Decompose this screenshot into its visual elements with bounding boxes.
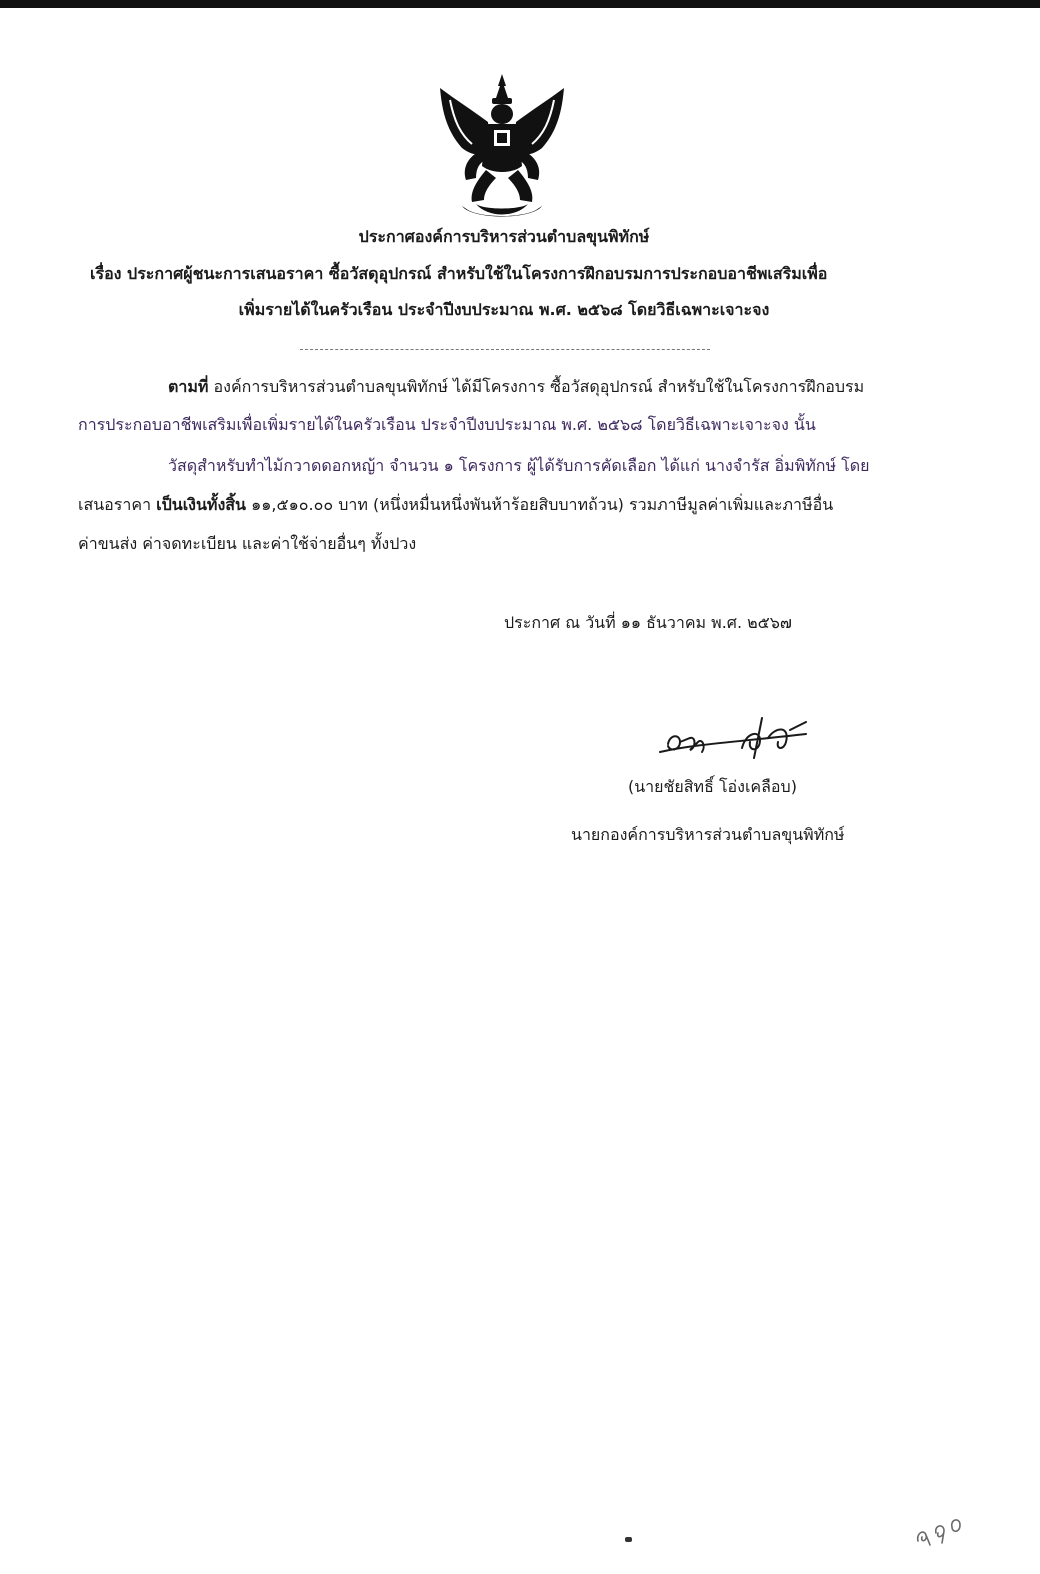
paragraph-1-lead: ตามที่ — [168, 377, 209, 396]
subject-line-2: เพิ่มรายได้ในครัวเรือน ประจำปีงบประมาณ พ.ศ. ๒๕๖๘ โดยวิธีเฉพาะเจาะจง — [238, 300, 770, 319]
signer-name: (นายชัยสิทธิ์ โอ่งเคลือบ) — [628, 777, 797, 796]
signer-title: นายกองค์การบริหารส่วนตำบลขุนพิทักษ์ — [571, 825, 845, 844]
paragraph-2-line-2-c: ๑๑,๕๑๐.๐๐ บาท (หนึ่งหมื่นหนึ่งพันห้าร้อยสิบบาทถ้วน) รวมภาษีมูลค่าเพิ่มและภาษีอื่น — [245, 495, 834, 514]
paragraph-2-total-label: เป็นเงินทั้งสิ้น — [156, 495, 246, 514]
dashed-divider — [300, 349, 710, 350]
signature-icon — [656, 712, 816, 766]
paragraph-1-line-2: การประกอบอาชีพเสริมเพื่อเพิ่มรายได้ในครัวเรือน ประจำปีงบประมาณ พ.ศ. ๒๕๖๘ โดยวิธีเฉพาะเจาะจง นั้น — [78, 415, 816, 434]
paragraph-2-line-3: ค่าขนส่ง ค่าจดทะเบียน และค่าใช้จ่ายอื่นๆ ทั้งปวง — [78, 534, 417, 553]
paragraph-2-line-2-a: เสนอราคา — [78, 495, 157, 514]
subject-line-1: เรื่อง ประกาศผู้ชนะการเสนอราคา ซื้อวัสดุอุปกรณ์ สำหรับใช้ในโครงการฝึกอบรมการประกอบอาชีพเสริมเพื่อ — [90, 264, 828, 283]
org-announcement-heading: ประกาศองค์การบริหารส่วนตำบลขุนพิทักษ์ — [358, 227, 650, 246]
paragraph-2-line-1: วัสดุสำหรับทำไม้กวาดดอกหญ้า จำนวน ๑ โครงการ ผู้ได้รับการคัดเลือก ได้แก่ นางจำรัส อิ่มพิทักษ์ โดย — [168, 456, 870, 475]
scan-speck — [625, 1537, 632, 1542]
handwritten-page-mark-icon — [910, 1507, 974, 1547]
scan-top-edge — [0, 0, 1040, 8]
paragraph-1-line-1 — [168, 376, 864, 398]
paragraph-1-line-1-text: องค์การบริหารส่วนตำบลขุนพิทักษ์ ได้มีโครงการ ซื้อวัสดุอุปกรณ์ สำหรับใช้ในโครงการฝึกอบรม — [208, 377, 865, 396]
garuda-emblem-icon — [432, 70, 572, 222]
announcement-date: ประกาศ ณ วันที่ ๑๑ ธันวาคม พ.ศ. ๒๕๖๗ — [504, 613, 792, 632]
paragraph-2-line-2 — [78, 494, 833, 516]
